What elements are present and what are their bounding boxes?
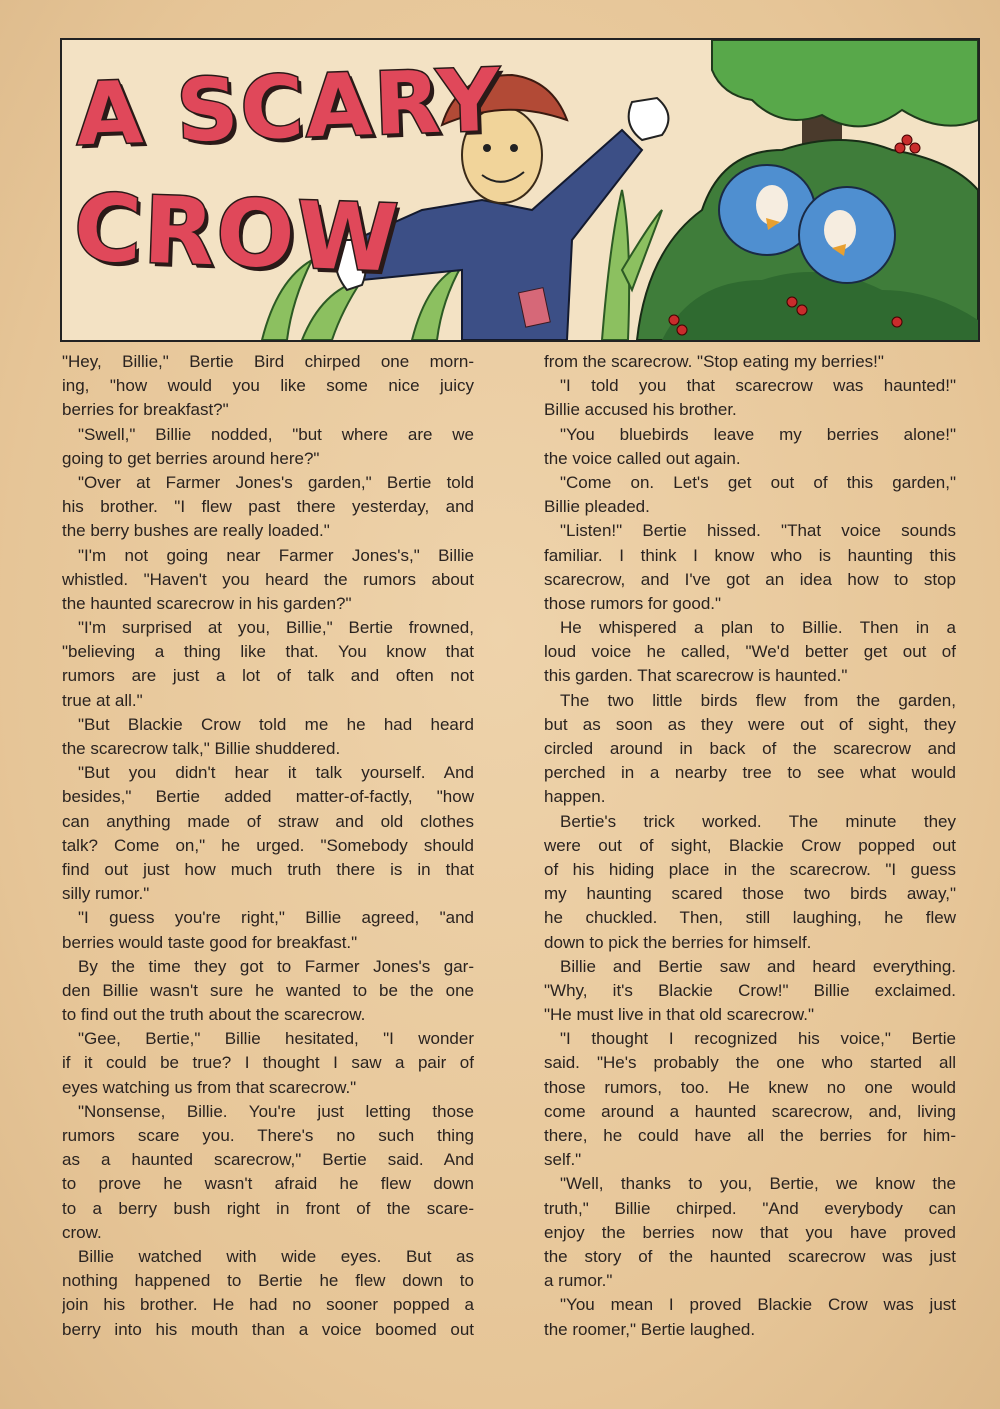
paragraph [544, 689, 956, 810]
text-line: those rumors, too. He knew no one would [544, 1077, 956, 1097]
text-line: besides," Bertie added matter-of-factly, "how [62, 787, 474, 807]
text-line: can anything made of straw and old clothes [62, 811, 474, 831]
paragraph [62, 471, 474, 544]
paragraph [62, 423, 474, 471]
paragraph [544, 810, 956, 955]
text-line: the haunted scarecrow in his garden?" [62, 593, 352, 613]
text-line: self." [544, 1150, 582, 1170]
text-line: he chuckled. Then, still laughing, he flew [544, 908, 956, 928]
text-line: ing, "how would you like some nice juicy [62, 376, 474, 396]
text-line: Billie watched with wide eyes. But as [78, 1246, 474, 1266]
text-line: "Nonsense, Billie. You're just letting those [78, 1101, 474, 1121]
text-line: going to get berries around here?" [62, 448, 320, 468]
story-text-right-column [544, 350, 956, 1342]
text-line: eyes watching us from that scarecrow." [62, 1077, 357, 1097]
text-line: to find out the truth about the scarecrow. [62, 1005, 366, 1025]
text-line: Bertie's trick worked. The minute they [560, 811, 956, 831]
text-line: truth," Billie chirped. "And everybody can [544, 1198, 956, 1218]
paragraph [62, 713, 474, 761]
text-line: the roomer," Bertie laughed. [544, 1319, 756, 1339]
text-line: come around a haunted scarecrow, and, living [544, 1101, 956, 1121]
paragraph [544, 350, 956, 374]
text-line: "You bluebirds leave my berries alone!" [560, 424, 956, 444]
text-line: "Well, thanks to you, Bertie, we know the [560, 1174, 956, 1194]
text-line: rumors are just a lot of talk and often not [62, 666, 474, 686]
paragraph [544, 1027, 956, 1172]
paragraph [544, 955, 956, 1028]
text-line: "Why, it's Blackie Crow!" Billie exclaimed. [544, 980, 956, 1000]
text-line: "I told you that scarecrow was haunted!" [560, 376, 956, 396]
paragraph [62, 616, 474, 713]
text-line: berry into his mouth than a voice boomed out [62, 1319, 474, 1339]
text-line: He whispered a plan to Billie. Then in a [560, 618, 956, 638]
text-line: loud voice he called, "We'd better get out of [544, 642, 956, 662]
text-line: Billie and Bertie saw and heard everything. [560, 956, 956, 976]
paragraph [544, 1293, 956, 1341]
text-line: Billie pleaded. [544, 497, 650, 517]
text-line: "Listen!" Bertie hissed. "That voice sounds [560, 521, 956, 541]
text-line: from the scarecrow. "Stop eating my berries!" [544, 352, 884, 371]
text-line: circled around in back of the scarecrow and [544, 739, 956, 758]
paragraph [62, 761, 474, 906]
text-line: true at all." [62, 690, 143, 710]
text-line: the berry bushes are really loaded." [62, 521, 330, 541]
text-line: as a haunted scarecrow," Bertie said. And [62, 1150, 474, 1170]
paragraph [544, 1172, 956, 1293]
paragraph [62, 544, 474, 617]
text-line: "I guess you're right," Billie agreed, "and [78, 908, 474, 928]
text-line: "He must live in that old scarecrow." [544, 1005, 815, 1025]
text-line: enjoy the berries now that you have proved [544, 1222, 956, 1242]
text-line: those rumors for good." [544, 593, 722, 613]
text-line: talk? Come on," he urged. "Somebody should [62, 835, 474, 855]
text-line: but as soon as they were out of sight, they [544, 714, 956, 734]
tree-canopy [712, 40, 978, 126]
text-line: there, he could have all the berries for him- [544, 1126, 956, 1145]
text-line: the story of the haunted scarecrow was just [544, 1246, 956, 1266]
text-line: den Billie wasn't sure he wanted to be the one [62, 980, 474, 1000]
text-line: The two little birds flew from the garden, [560, 690, 956, 710]
text-line: join his brother. He had no sooner popped a [62, 1295, 474, 1315]
paragraph [62, 1027, 474, 1100]
text-line: scarecrow, and I've got an idea how to stop [544, 569, 956, 589]
text-line: "Gee, Bertie," Billie hesitated, "I wonder [78, 1029, 474, 1049]
text-line: a rumor." [544, 1271, 613, 1291]
story-title-line-2: CROW [72, 174, 402, 293]
paragraph [62, 906, 474, 954]
text-line: "I thought I recognized his voice," Bertie [560, 1029, 956, 1049]
text-line: if it could be true? I thought I saw a pair of [62, 1053, 474, 1073]
text-line: "But Blackie Crow told me he had heard [78, 714, 474, 734]
story-title-line-1: A SCARY [74, 50, 504, 166]
title-illustration-panel [60, 38, 980, 342]
paragraph [62, 1245, 474, 1342]
text-line: "Come on. Let's get out of this garden," [560, 472, 956, 492]
text-line: Billie accused his brother. [544, 400, 737, 420]
paragraph [544, 423, 956, 471]
text-line: "Hey, Billie," Bertie Bird chirped one morn- [62, 352, 474, 371]
text-line: "But you didn't hear it talk yourself. And [78, 763, 474, 783]
text-line: said. "He's probably the one who started all [544, 1053, 956, 1073]
text-line: were out of sight, Blackie Crow popped out [544, 835, 956, 855]
text-line: By the time they got to Farmer Jones's gar- [78, 956, 474, 976]
text-line: whistled. "Haven't you heard the rumors about [62, 569, 474, 589]
text-line: of his hiding place in the scarecrow. "I guess [544, 859, 956, 879]
story-text-left-column [62, 350, 474, 1342]
text-line: "Over at Farmer Jones's garden," Bertie told [78, 472, 474, 492]
text-line: nothing happened to Bertie he flew down to [62, 1271, 474, 1291]
text-line: to a berry bush right in front of the scare- [62, 1198, 474, 1218]
text-line: "I'm surprised at you, Billie," Bertie frowned, [78, 618, 474, 638]
text-line: happen. [544, 787, 606, 807]
text-line: familiar. I think I know who is haunting this [544, 545, 956, 565]
paragraph [544, 519, 956, 616]
paragraph [62, 955, 474, 1028]
text-line: "believing a thing like that. You know that [62, 642, 474, 662]
text-line: "Swell," Billie nodded, "but where are we [78, 424, 474, 444]
paragraph [544, 374, 956, 422]
paragraph [544, 471, 956, 519]
text-line: find out just how much truth there is in that [62, 859, 474, 879]
text-line: silly rumor." [62, 884, 150, 904]
text-line: this garden. That scarecrow is haunted." [544, 666, 848, 686]
text-line: rumors scare you. There's no such thing [62, 1126, 474, 1145]
text-line: down to pick the berries for himself. [544, 932, 812, 952]
text-line: perched in a nearby tree to see what would [544, 763, 956, 783]
paragraph [62, 350, 474, 423]
text-line: my haunting scared those two birds away," [544, 884, 956, 904]
text-line: to prove he wasn't afraid he flew down [62, 1174, 474, 1194]
text-line: crow. [62, 1222, 102, 1242]
text-line: his brother. "I flew past there yesterday, and [62, 497, 474, 517]
text-line: "You mean I proved Blackie Crow was just [560, 1295, 956, 1315]
paragraph [62, 1100, 474, 1245]
text-line: berries would taste good for breakfast." [62, 932, 358, 952]
bluebird-bertie [799, 187, 895, 283]
paragraph [544, 616, 956, 689]
text-line: the voice called out again. [544, 448, 741, 468]
text-line: berries for breakfast?" [62, 400, 229, 420]
text-line: "I'm not going near Farmer Jones's," Billie [78, 545, 474, 565]
text-line: the scarecrow talk," Billie shuddered. [62, 739, 341, 758]
